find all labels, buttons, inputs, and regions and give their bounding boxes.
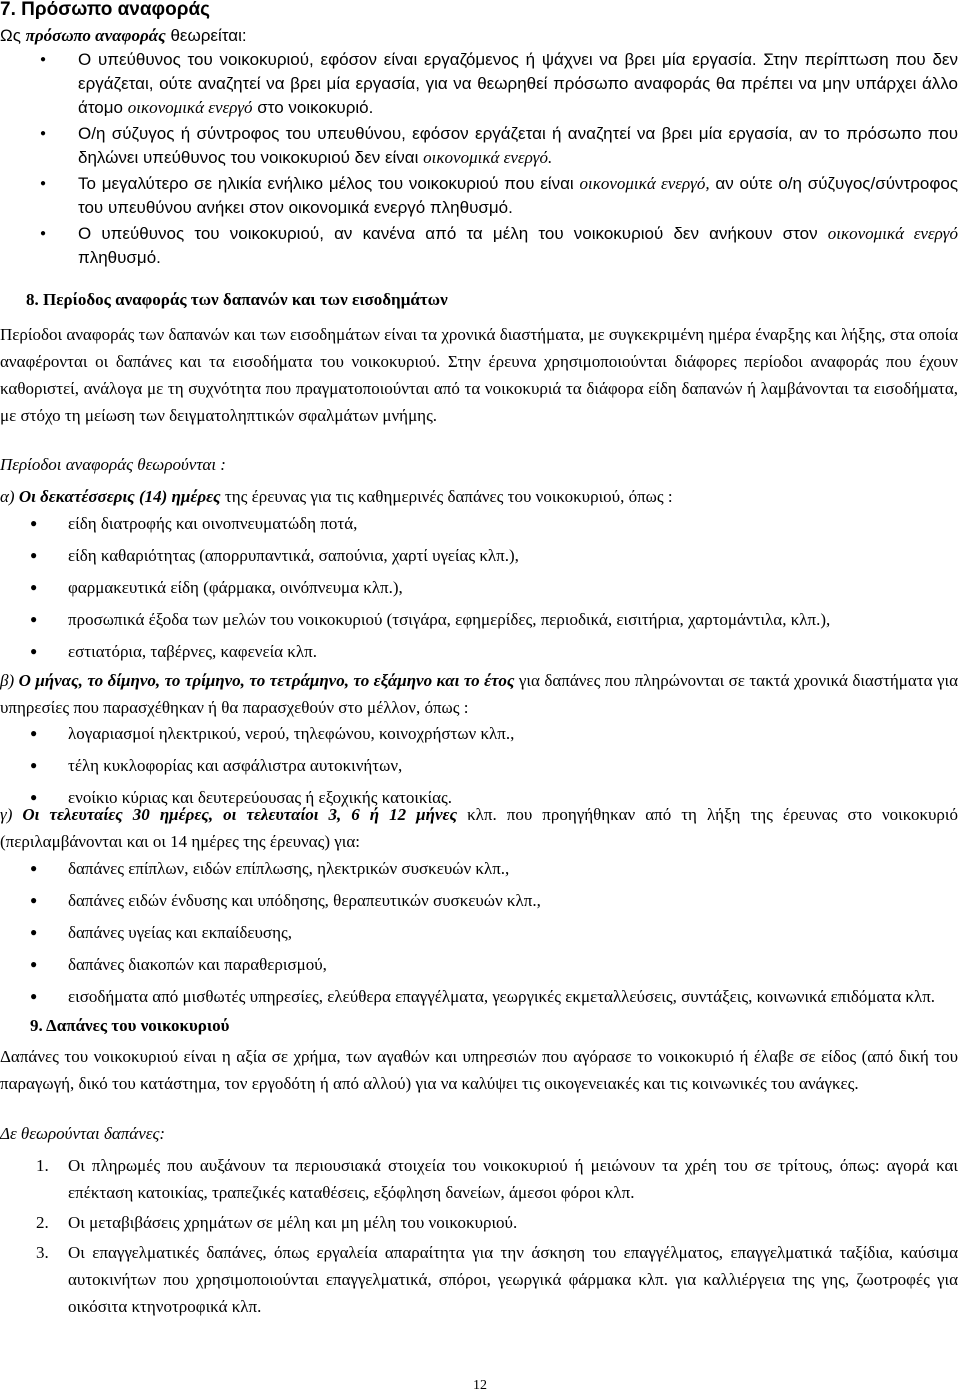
periods-label: Περίοδοι αναφοράς θεωρούνται : <box>0 455 226 474</box>
list-item: ● εστιατόρια, ταβέρνες, καφενεία κλπ. <box>0 638 958 665</box>
list-item: ● δαπάνες ειδών ένδυσης και υπόδησης, θεραπευτικών συσκευών κλπ., <box>0 887 958 914</box>
list-item: ● ενοίκιο κύριας και δευτερεύουσας ή εξοχικής κατοικίας. <box>0 784 958 811</box>
section-7-heading: 7. Πρόσωπο αναφοράς <box>0 0 211 20</box>
page-number: 12 <box>473 1378 487 1393</box>
section-7-intro: Ως πρόσωπο αναφοράς θεωρείται: <box>0 26 247 45</box>
list-item: ● τέλη κυκλοφορίας και ασφάλιστρα αυτοκινήτων, <box>0 752 958 779</box>
period-b-heading: β) Ο μήνας, το δίμηνο, το τρίμηνο, το τετράμηνο, το εξάμηνο και το έτος για δαπάνες που πληρώνονται σε τακτά χρονικά διαστήματα για υπηρεσίες που παρασχέθηκαν ή θα παρασχεθούν στο μέλλον, όπως : <box>0 671 959 717</box>
section-8-heading: 8. Περίοδος αναφοράς των δαπανών και των εισοδημάτων <box>26 290 448 309</box>
list-item: ● δαπάνες υγείας και εκπαίδευσης, <box>0 919 958 946</box>
list-item: 3. Οι επαγγελματικές δαπάνες, όπως εργαλεία απαραίτητα για την άσκηση του επαγγέλματος, επαγγελματικά ταξίδια, καύσιμα αυτοκινήτων που χρησιμοποιούνται επαγγελματικά, σπόροι, γεωργικά φάρμακα κλπ. για καλλιέργεια της γης, ζωοτροφές για οικόσιτα κτηνοτροφικά κλπ. <box>36 1243 958 1316</box>
section-8-paragraph: Περίοδοι αναφοράς των δαπανών και των εισοδημάτων είναι τα χρονικά διαστήματα, με συγκεκριμένη ημέρα έναρξης και λήξης, στα οποία αναφέρονται οι δαπάνες και τα εισοδήματα του νοικοκυριού. Στην έρευνα χρησιμοποιούνται διάφορες περίοδοι αναφοράς που έχουν καθοριστεί, ανάλογα με τη συχνότητα που πραγματοποιούνται από τα νοικοκυριά τα διάφορα είδη δαπανών ή λαμβάνονται τα εισοδήματα, με στόχο τη μείωση των δειγματοληπτικών σφαλμάτων μνήμης. <box>0 325 958 425</box>
list-item: ● δαπάνες διακοπών και παραθερισμού, <box>0 951 958 978</box>
period-c-heading: γ) Οι τελευταίες 30 ημέρες, οι τελευταίοι 3, 6 ή 12 μήνες κλπ. που προηγήθηκαν από τη λήξη της έρευνας στο νοικοκυριό (περιλαμβάνονται και οι 14 ημέρες της έρευνας) για: <box>0 805 958 851</box>
not-expenses-list <box>0 1152 958 1323</box>
section-9-heading: 9. Δαπάνες του νοικοκυριού <box>30 1016 230 1035</box>
not-expenses-label: Δε θεωρούνται δαπάνες: <box>0 1124 166 1143</box>
list-item: ● λογαριασμοί ηλεκτρικού, νερού, τηλεφώνου, κοινοχρήστων κλπ., <box>0 720 958 747</box>
list-item: ● είδη διατροφής και οινοπνευματώδη ποτά, <box>0 510 958 537</box>
list-item: ● Ο/η σύζυγος ή σύντροφος του υπευθύνου, εφόσον εργάζεται ή αναζητεί να βρει μία εργασία, αν το πρόσωπο που δηλώνει υπεύθυνος του νοικοκυριού δεν είναι οικονομικά ενεργό. <box>0 122 958 170</box>
list-item: ● είδη καθαριότητας (απορρυπαντικά, σαπούνια, χαρτί υγείας κλπ.), <box>0 542 958 569</box>
list-item: ● φαρμακευτικά είδη (φάρμακα, οινόπνευμα κλπ.), <box>0 574 958 601</box>
list-item: ● προσωπικά έξοδα των μελών του νοικοκυριού (τσιγάρα, εφημερίδες, περιοδικά, εισιτήρια, χαρτομάντιλα, κλπ.), <box>0 606 958 633</box>
period-c-list <box>0 855 958 1015</box>
list-item: 2. Οι μεταβιβάσεις χρημάτων σε μέλη και μη μέλη του νοικοκυριού. <box>36 1213 518 1232</box>
list-item: ● εισοδήματα από μισθωτές υπηρεσίες, ελεύθερα επαγγέλματα, γεωργικές εκμεταλλεύσεις, συντάξεις, κοινωνικά επιδόματα κλπ. <box>0 983 958 1010</box>
section-9-paragraph: Δαπάνες του νοικοκυριού είναι η αξία σε χρήμα, των αγαθών και υπηρεσιών που αγόρασε το νοικοκυριό ή έλαβε σε είδος (από δική του παραγωγή, δικό του κατάστημα, τον εργοδότη ή από αλλού) για να καλύψει τις οικογενειακές και τις κοινωνικές του ανάγκες. <box>0 1047 958 1093</box>
period-a-list <box>0 510 958 670</box>
period-a-heading: α) Οι δεκατέσσερις (14) ημέρες της έρευνας για τις καθημερινές δαπάνες του νοικοκυριού, όπως : <box>0 487 673 506</box>
list-item: 1. Οι πληρωμές που αυξάνουν τα περιουσιακά στοιχεία του νοικοκυριού ή μειώνουν τα χρέη του σε τρίτους, όπως: αγορά και επέκταση κατοικίας, τραπεζικές καταθέσεις, εξόφληση δανείων, άμεσοι φόροι κλπ. <box>36 1156 958 1202</box>
list-item: ● Το μεγαλύτερο σε ηλικία ενήλικο μέλος του νοικοκυριού που είναι οικονομικά ενεργό, αν ούτε ο/η σύζυγος/σύντροφος του υπευθύνου ανήκει στον οικονομικά ενεργό πληθυσμό. <box>0 172 958 220</box>
list-item: ● Ο υπεύθυνος του νοικοκυριού, αν κανένα από τα μέλη του νοικοκυριού δεν ανήκουν στον οικονομικά ενεργό πληθυσμό. <box>0 222 958 270</box>
list-item: ● δαπάνες επίπλων, ειδών επίπλωσης, ηλεκτρικών συσκευών κλπ., <box>0 855 958 882</box>
reference-person-list <box>0 48 958 272</box>
list-item: ● Ο υπεύθυνος του νοικοκυριού, εφόσον είναι εργαζόμενος ή ψάχνει να βρει μία εργασία. Στην περίπτωση που δεν εργάζεται, ούτε αναζητεί να βρει μία εργασία, για να θεωρηθεί πρόσωπο αναφοράς θα πρέπει να μην υπάρχει άλλο άτομο οικονομικά ενεργό στο νοικοκυριό. <box>0 48 958 120</box>
